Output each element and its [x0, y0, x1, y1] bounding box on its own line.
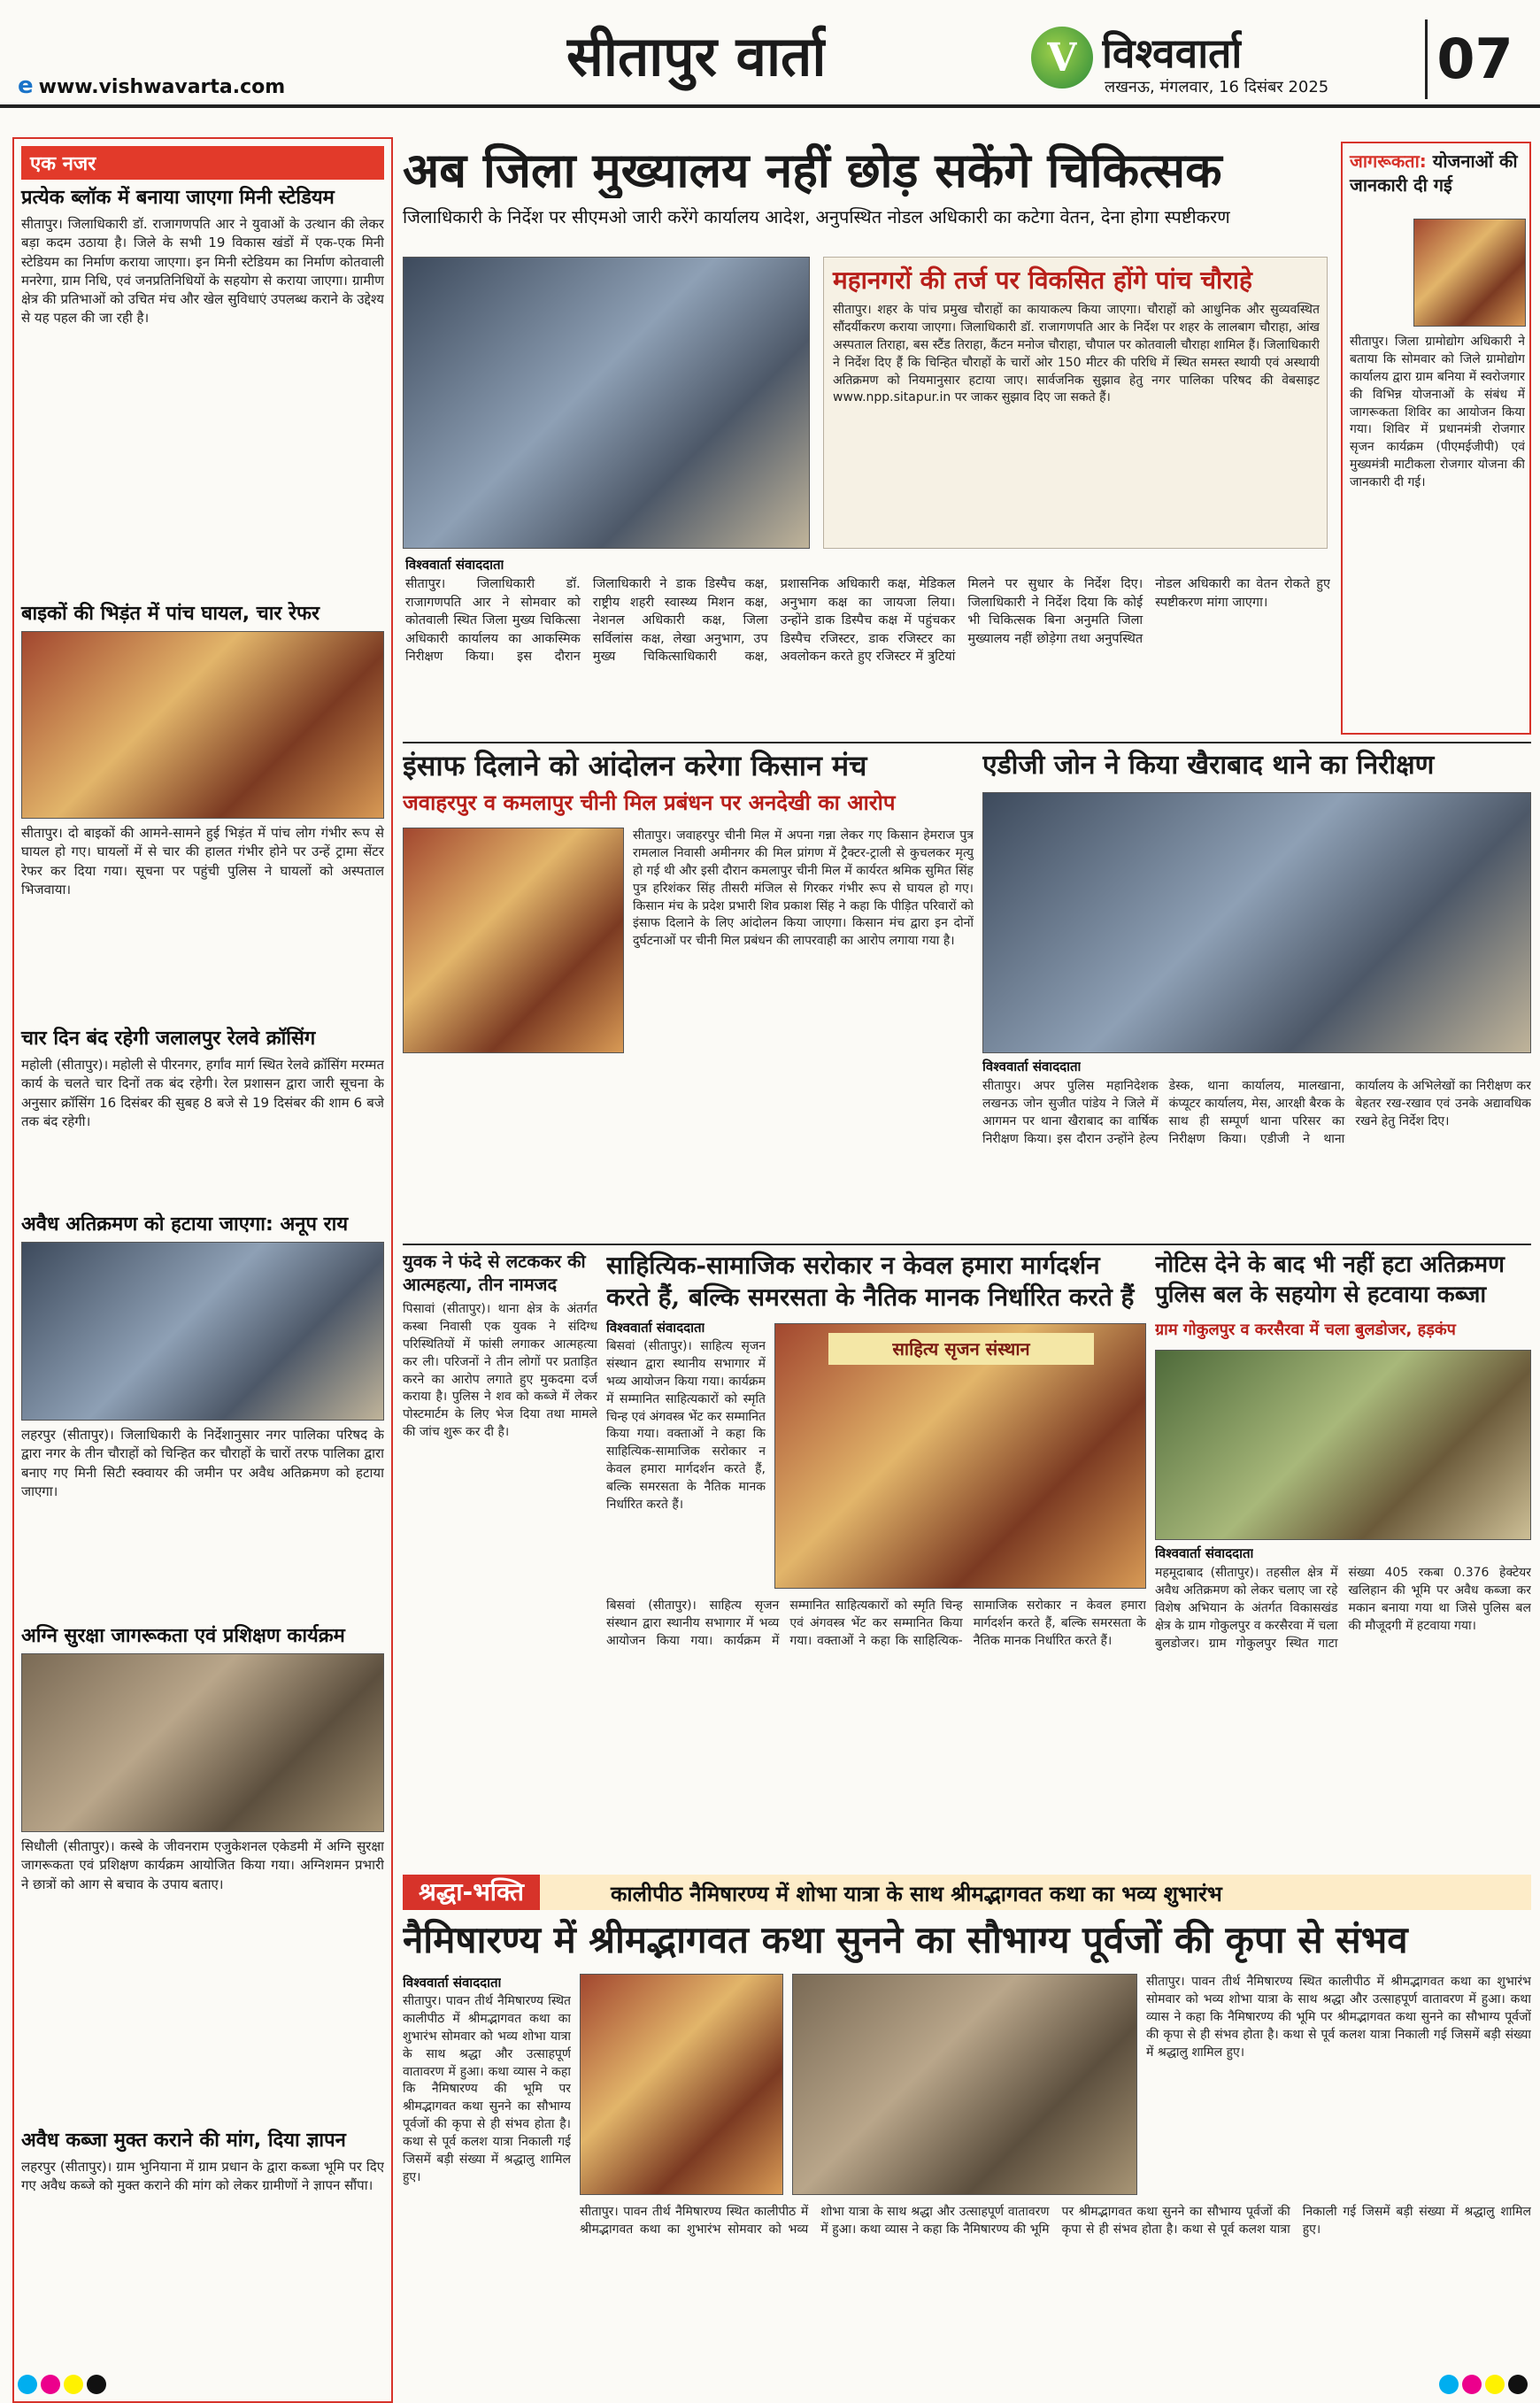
sahitya-photo	[774, 1323, 1146, 1589]
chauraha-headline: महानगरों की तर्ज पर विकसित होंगे पांच चौराहे	[833, 266, 1252, 295]
bhakti-kicker: कालीपीठ नैमिषारण्य में शोभा यात्रा के साथ श्रीमद्भागवत कथा का भव्य शुभारंभ	[611, 1882, 1222, 1906]
kisan-headline: इंसाफ दिलाने को आंदोलन करेगा किसान मंच	[403, 749, 867, 782]
story3-body: महोली (सीतापुर)। महोली से पीरनगर, हर्गांव मार्ग स्थित रेलवे क्रॉसिंग मरम्मत कार्य के चलते चार दिनों तक बंद रहेगी। रेल प्रशासन द्वारा जारी सूचना के अनुसार क्रॉसिंग 16 दिसंबर की सुबह 8 बजे से 19 दिसंबर की शाम 6 बजे तक बंद रहेगी।	[21, 1057, 384, 1129]
page-number: 07	[1425, 19, 1522, 99]
sahitya-body-lead: बिसवां (सीतापुर)। साहित्य सृजन संस्थान द्वारा स्थानीय सभागार में भव्य आयोजन किया गया। कार्यक्रम में सम्मानित साहित्यकारों को स्मृति चिन्ह एवं अंगवस्त्र भेंट कर सम्मानित किया गया। वक्ताओं ने कहा कि साहित्यिक-सामाजिक सरोकार न केवल हमारा मार्गदर्शन करते हैं, बल्कि समरसता के नैतिक मानक निर्धारित करते हैं।	[606, 1339, 766, 1512]
adg-photo	[982, 792, 1531, 1053]
story4-headline: अवैध अतिक्रमण को हटाया जाएगा: अनूप राय	[21, 1213, 349, 1236]
magenta-mark-right-icon	[1462, 2375, 1482, 2394]
edition-title: सीतापुर वार्ता	[566, 24, 827, 89]
suicide-body: पिसावां (सीतापुर)। थाना क्षेत्र के अंतर्गत कस्बा निवासी एक युवक ने संदिग्ध परिस्थितियों में फांसी लगाकर आत्महत्या कर ली। परिजनों ने तीन लोगों पर प्रताड़ित करने का आरोप लगाते हुए मुकदमा दर्ज कराया है। पुलिस ने शव को कब्जे में लेकर पोस्टमार्टम के लिए भेज दिया तथा मामले की जांच शुरू कर दी है।	[403, 1302, 597, 1440]
bhakti-body-side: सीतापुर। पावन तीर्थ नैमिषारण्य स्थित कालीपीठ में श्रीमद्भागवत कथा का शुभारंभ सोमवार को भव्य शोभा यात्रा के साथ श्रद्धा और उत्साहपूर्ण वातावरण में हुआ। कथा व्यास ने कहा कि नैमिषारण्य की भूमि पर श्रीमद्भागवत कथा सुनने का सौभाग्य पूर्वजों की कृपा से ही संभव होता है। कथा से पूर्व कलश यात्रा निकाली गई जिसमें बड़ी संख्या में श्रद्धालु शामिल हुए।	[1146, 1975, 1531, 2060]
kisan-body: सीतापुर। जवाहरपुर चीनी मिल में अपना गन्ना लेकर गए किसान हेमराज पुत्र रामलाल निवासी अमीनगर की मिल प्रांगण में ट्रैक्टर-ट्राली से कुचलकर मृत्यु हो गई थी और इसी दौरान कमलापुर चीनी मिल में कार्यरत श्रमिक सुमित सिंह पुत्र हरिशंकर सिंह तीसरी मंजिल से गिरकर गंभीर रूप से घायल हो गए। किसान मंच के प्रदेश प्रभारी शिव प्रकाश सिंह ने कहा कि पीड़ित परिवारों को इंसाफ दिलाने के लिए आंदोलन किया जाएगा। किसान मंच द्वारा इन दोनों दुर्घटनाओं पर चीनी मिल प्रबंधन की लापरवाही का आरोप लगाया गया है।	[633, 828, 974, 949]
sahitya-byline: विश्ववार्ता संवाददाता	[606, 1320, 705, 1336]
notice-subhead: ग्राम गोकुलपुर व करसैरवा में चला बुलडोजर, हड़कंप	[1155, 1321, 1456, 1339]
lead-body: सीतापुर। जिलाधिकारी डॉ. राजागणपति आर ने सोमवार को कोतवाली स्थित जिला मुख्य चिकित्सा अधिकारी कार्यालय का आकस्मिक निरीक्षण किया। इस दौरान जिलाधिकारी ने डाक डिस्पैच कक्ष, राष्ट्रीय शहरी स्वास्थ्य मिशन कक्ष, नेशनल अधिकारी कक्ष, जिला सर्विलांस कक्ष, लेखा अनुभाग, उप मुख्य चिकित्साधिकारी कक्ष, प्रशासनिक अधिकारी कक्ष, मेडिकल अनुभाग कक्ष का जायजा लिया। उन्होंने डाक डिस्पैच कक्ष में पहुंचकर डिस्पैच रजिस्टर, डाक रजिस्टर का अवलोकन करते हुए रजिस्टर में त्रुटियां मिलने पर सुधार के निर्देश दिए। जिलाधिकारी ने निर्देश दिया कि कोई भी चिकित्सक बिना अनुमति जिला मुख्यालय नहीं छोड़ेगा तथा अनुपस्थित नोडल अधिकारी का वेतन रोकते हुए स्पष्टीकरण मांगा जाएगा।	[405, 577, 1330, 665]
sidebar-box	[1341, 142, 1531, 735]
brand-logo-letter-icon: V	[1047, 35, 1078, 81]
bhakti-body-lead: सीतापुर। पावन तीर्थ नैमिषारण्य स्थित कालीपीठ में श्रीमद्भागवत कथा का शुभारंभ सोमवार को भव्य शोभा यात्रा के साथ श्रद्धा और उत्साहपूर्ण वातावरण में हुआ। कथा व्यास ने कहा कि नैमिषारण्य की भूमि पर श्रीमद्भागवत कथा सुनने का सौभाग्य पूर्वजों की कृपा से ही संभव होता है। कथा से पूर्व कलश यात्रा निकाली गई जिसमें बड़ी संख्या में श्रद्धालु शामिल हुए।	[403, 1994, 571, 2184]
adg-headline: एडीजी जोन ने किया खैराबाद थाने का निरीक्षण	[982, 750, 1435, 781]
bhakti-byline: विश्ववार्ता संवाददाता	[403, 1975, 502, 1991]
site-url-text: www.vishwavarta.com	[38, 76, 286, 98]
lead-deck: जिलाधिकारी के निर्देश पर सीएमओ जारी करेंगे कार्यालय आदेश, अनुपस्थित नोडल अधिकारी का कटेगा वेतन, देना होगा स्पष्टीकरण	[403, 206, 1230, 227]
masthead-rule	[0, 104, 1540, 108]
story2-headline: बाइकों की भिड़ंत में पांच घायल, चार रेफर	[21, 603, 320, 625]
magenta-mark-icon	[41, 2375, 60, 2394]
cyan-mark-icon	[18, 2375, 37, 2394]
bhakti-headline: नैमिषारण्य में श्रीमद्भागवत कथा सुनने का सौभाग्य पूर्वजों की कृपा से संभव	[403, 1918, 1408, 1961]
story1-headline: प्रत्येक ब्लॉक में बनाया जाएगा मिनी स्टेडियम	[21, 187, 335, 209]
sidebar-photo	[1413, 219, 1526, 327]
left-column	[12, 137, 393, 2403]
kisan-photo	[403, 828, 624, 1053]
adg-byline: विश्ववार्ता संवाददाता	[982, 1059, 1082, 1074]
black-mark-right-icon	[1508, 2375, 1528, 2394]
notice-body: महमूदाबाद (सीतापुर)। तहसील क्षेत्र में अवैध अतिक्रमण को लेकर चलाए जा रहे विशेष अभियान के अंतर्गत विकासखंड क्षेत्र के ग्राम गोकुलपुर व करसैरवा में चला बुलडोजर। ग्राम गोकुलपुर स्थित गाटा संख्या 405 रकबा 0.376 हेक्टेयर खलिहान की भूमि पर अवैध कब्जा कर मकान बनाया गया था जिसे पुलिस बल की मौजूदगी में हटवाया गया।	[1155, 1566, 1531, 1651]
kisan-subhead: जवाहरपुर व कमलापुर चीनी मिल प्रबंधन पर अनदेखी का आरोप	[403, 790, 896, 815]
sahitya-banner: साहित्य सृजन संस्थान	[828, 1333, 1094, 1365]
lead-byline: विश्ववार्ता संवाददाता	[405, 557, 504, 573]
cyan-mark-right-icon	[1439, 2375, 1459, 2394]
sahitya-headline: साहित्यिक-सामाजिक सरोकार न केवल हमारा मार्गदर्शन करते हैं, बल्कि समरसता के नैतिक मानक निर्धारित करते हैं	[606, 1251, 1135, 1312]
story5-body: सिधौली (सीतापुर)। कस्बे के जीवनराम एजुकेशनल एकेडमी में अग्नि सुरक्षा जागरूकता एवं प्रशिक्षण कार्यक्रम आयोजित किया गया। अग्निशमन प्रभारी ने छात्रों को आग से बचाव के उपाय बताए।	[21, 1838, 384, 1892]
story3-headline: चार दिन बंद रहेगी जलालपुर रेलवे क्रॉसिंग	[21, 1028, 316, 1050]
sidebar-headline: योजनाओं की जानकारी दी गई	[1350, 150, 1518, 196]
browser-e-icon: e	[18, 73, 34, 99]
dateline: लखनऊ, मंगलवार, 16 दिसंबर 2025	[1105, 78, 1329, 96]
registration-marks-right	[1425, 2375, 1531, 2398]
story2-body: सीतापुर। दो बाइकों की आमने-सामने हुई भिड़ंत में पांच लोग गंभीर रूप से घायल हो गए। घायलों में से चार की हालत गंभीर होने पर उन्हें ट्रामा सेंटर रेफर कर दिया गया। सूचना पर पहुंची पुलिस ने घायलों को अस्पताल भिजवाया।	[21, 825, 384, 897]
ek-nazar-kicker: एक नजर	[21, 146, 384, 180]
story1-body: सीतापुर। जिलाधिकारी डॉ. राजागणपति आर ने युवाओं के उत्थान की लेकर बड़ा कदम उठाया है। जिले के सभी 19 विकास खंडों में एक-एक मिनी स्टेडियम का निर्माण कराया जाएगा। इन मिनी स्टेडियम का निर्माण कोतवाली मनरेगा, ग्राम निधि, एवं जनप्रतिनिधियों के सहयोग से कराया जाएगा। ग्रामीण क्षेत्र की प्रतिभाओं को उचित मंच और खेल सुविधाएं उपलब्ध कराने के उद्देश्य से यह पहल की जा रही है।	[21, 216, 384, 327]
lead-photo	[403, 257, 810, 549]
sidebar-body: सीतापुर। जिला ग्रामोद्योग अधिकारी ने बताया कि सोमवार को जिले ग्रामोद्योग कार्यालय द्वारा ग्राम बनिया में स्वरोजगार की विभिन्न योजनाओं के संबंध में जागरूकता शिविर का आयोजन किया गया। शिविर में प्रधानमंत्री रोजगार सृजन कार्यक्रम (पीएमईजीपी) एवं मुख्यमंत्री माटीकला रोजगार योजना की जानकारी दी गई।	[1350, 335, 1525, 489]
story6-headline: अवैध कब्जा मुक्त कराने की मांग, दिया ज्ञापन	[21, 2130, 346, 2152]
bhakti-tag: श्रद्धा-भक्ति	[403, 1875, 540, 1910]
sahitya-body: बिसवां (सीतापुर)। साहित्य सृजन संस्थान द्वारा स्थानीय सभागार में भव्य आयोजन किया गया। कार्यक्रम में सम्मानित साहित्यकारों को स्मृति चिन्ह एवं अंगवस्त्र भेंट कर सम्मानित किया गया। वक्ताओं ने कहा कि साहित्यिक-सामाजिक सरोकार न केवल हमारा मार्गदर्शन करते हैं, बल्कि समरसता के नैतिक मानक निर्धारित करते हैं।	[606, 1598, 1146, 1648]
notice-headline: नोटिस देने के बाद भी नहीं हटा अतिक्रमण पुलिस बल के सहयोग से हटवाया कब्जा	[1155, 1252, 1505, 1308]
yellow-mark-icon	[64, 2375, 83, 2394]
accident-photo	[21, 631, 384, 819]
bhakti-body: सीतापुर। पावन तीर्थ नैमिषारण्य स्थित कालीपीठ में श्रीमद्भागवत कथा का शुभारंभ सोमवार को भव्य शोभा यात्रा के साथ श्रद्धा और उत्साहपूर्ण वातावरण में हुआ। कथा व्यास ने कहा कि नैमिषारण्य की भूमि पर श्रीमद्भागवत कथा सुनने का सौभाग्य पूर्वजों की कृपा से ही संभव होता है। कथा से पूर्व कलश यात्रा निकाली गई जिसमें बड़ी संख्या में श्रद्धालु शामिल हुए।	[580, 2205, 1531, 2237]
story6-body: लहरपुर (सीतापुर)। ग्राम भुनियाना में ग्राम प्रधान के द्वारा कब्जा भूमि पर दिए गए अवैध कब्जे को मुक्त कराने की मांग को लेकर ग्रामीणों ने ज्ञापन सौंपा।	[21, 2159, 384, 2194]
notice-photo	[1155, 1350, 1531, 1540]
fire-training-photo	[21, 1653, 384, 1832]
site-url[interactable]	[18, 73, 285, 99]
chauraha-body: सीतापुर। शहर के पांच प्रमुख चौराहों का कायाकल्प किया जाएगा। चौराहों को आधुनिक और सुव्यवस्थित सौंदर्यीकरण कराया जाएगा। जिलाधिकारी डॉ. राजागणपति आर के निर्देश पर शहर के लालबाग चौराहा, आंख अस्पताल तिराहा, बस स्टैंड तिराहा, कैंटन मनोज चौराहा, चौपाल पर कोतवाली चौराहा शामिल हैं। जिलाधिकारी ने निर्देश दिए हैं कि चिन्हित चौराहों के चारों ओर 150 मीटर की परिधि में स्थित समस्त स्थायी एवं अस्थायी अतिक्रमण को नियमानुसार हटाया जाए। सार्वजनिक सुझाव हेतु नगर पालिका परिषद की वेबसाइट www.npp.sitapur.in पर जाकर सुझाव दिए जा सकते हैं।	[833, 303, 1320, 405]
registration-marks	[18, 2375, 142, 2398]
brand-name: विश्ववार्ता	[1102, 29, 1243, 77]
yellow-mark-right-icon	[1485, 2375, 1505, 2394]
divider-1	[403, 742, 1531, 743]
divider-2	[403, 1244, 1531, 1245]
encroachment-photo	[21, 1242, 384, 1421]
notice-byline: विश्ववार्ता संवाददाता	[1155, 1545, 1254, 1561]
chauraha-box	[823, 257, 1328, 549]
lead-headline: अब जिला मुख्यालय नहीं छोड़ सकेंगे चिकित्सक	[403, 142, 1222, 198]
sidebar-kicker: जागरूकता:	[1350, 150, 1427, 172]
bhakti-strip	[403, 1875, 1531, 1910]
bhakti-photo-1	[580, 1974, 783, 2195]
bhakti-photo-2	[792, 1974, 1137, 2195]
black-mark-icon	[87, 2375, 106, 2394]
adg-body: सीतापुर। अपर पुलिस महानिदेशक लखनऊ जोन सुजीत पांडेय ने जिले में आगमन पर थाना खैराबाद का वार्षिक निरीक्षण किया। इस दौरान उन्होंने हेल्प डेस्क, थाना कार्यालय, मालखाना, कंप्यूटर कार्यालय, मेस, आरक्षी बैरक के साथ ही सम्पूर्ण थाना परिसर का निरीक्षण किया। एडीजी ने थाना कार्यालय के अभिलेखों का निरीक्षण कर बेहतर रख-रखाव एवं उनके अद्यावधिक रखने हेतु निर्देश दिए।	[982, 1079, 1531, 1146]
suicide-headline: युवक ने फंदे से लटककर की आत्महत्या, तीन नामजद	[403, 1251, 586, 1295]
story5-headline: अग्नि सुरक्षा जागरूकता एवं प्रशिक्षण कार्यक्रम	[21, 1625, 345, 1647]
story4-body: लहरपुर (सीतापुर)। जिलाधिकारी के निर्देशानुसार नगर पालिका परिषद के द्वारा नगर के तीन चौराहों को चिन्हित कर चौराहों के चारों तरफ पालिका द्वारा बनाए गए मिनी सिटी स्क्वायर की जमीन पर अवैध अतिक्रमण को हटाया जाएगा।	[21, 1427, 384, 1499]
